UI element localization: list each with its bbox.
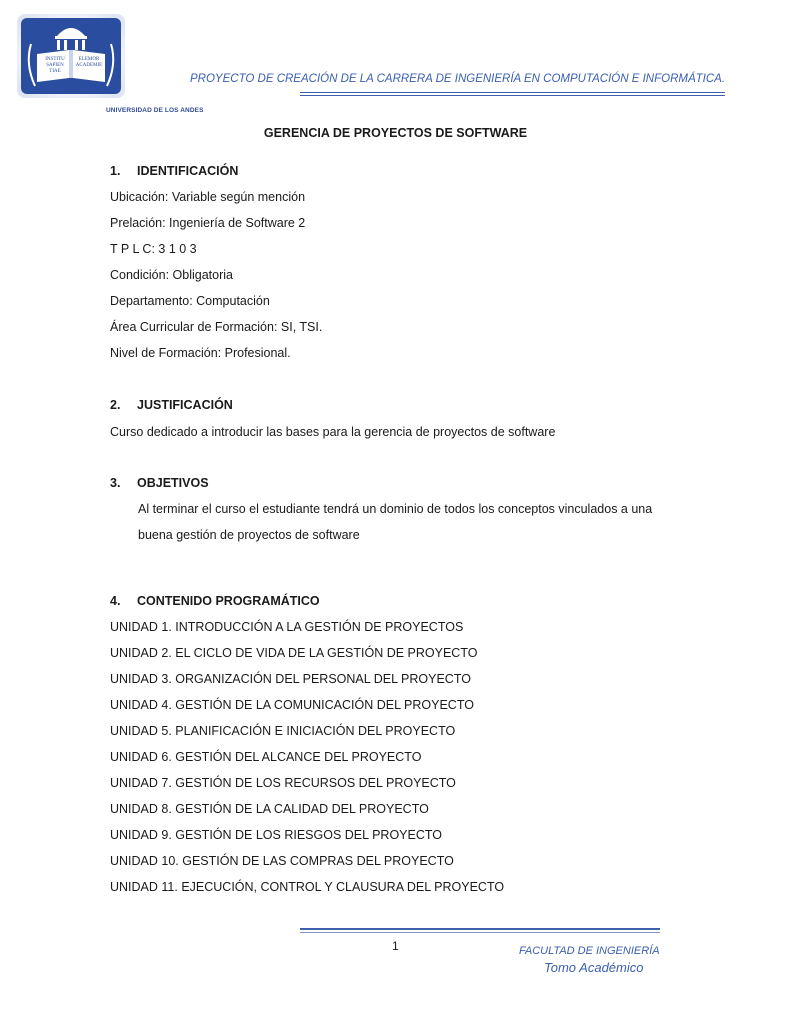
identificacion-area-curricular: Área Curricular de Formación: SI, TSI. xyxy=(110,320,323,334)
identificacion-nivel: Nivel de Formación: Profesional. xyxy=(110,346,291,360)
unit-item: UNIDAD 11. EJECUCIÓN, CONTROL Y CLAUSURA DEL PROYECTO xyxy=(110,880,505,894)
unit-item: UNIDAD 2. EL CICLO DE VIDA DE LA GESTIÓN DE PROYECTO xyxy=(110,646,478,660)
section-heading-identificacion xyxy=(110,164,238,178)
unit-item: UNIDAD 10. GESTIÓN DE LAS COMPRAS DEL PROYECTO xyxy=(110,854,454,868)
section-heading-text: OBJETIVOS xyxy=(137,476,209,490)
page-number: 1 xyxy=(392,939,399,953)
section-number: 1. xyxy=(110,164,121,178)
project-title: PROYECTO DE CREACIÓN DE LA CARRERA DE INGENIERÍA EN COMPUTACIÓN E INFORMÁTICA. xyxy=(190,73,726,85)
logo-motto-right: ELEMOR ACADEMIE xyxy=(75,57,103,68)
footer-divider xyxy=(300,928,660,934)
section-heading-contenido xyxy=(110,594,320,608)
section-heading-justificacion xyxy=(110,398,233,412)
identificacion-tplc: T P L C: 3 1 0 3 xyxy=(110,242,197,256)
identificacion-prelacion: Prelación: Ingeniería de Software 2 xyxy=(110,216,306,230)
identificacion-ubicacion: Ubicación: Variable según mención xyxy=(110,190,306,204)
justificacion-text: Curso dedicado a introducir las bases para la gerencia de proyectos de software xyxy=(110,425,556,439)
unit-item: UNIDAD 8. GESTIÓN DE LA CALIDAD DEL PROYECTO xyxy=(110,802,429,816)
university-name: UNIVERSIDAD DE LOS ANDES xyxy=(106,107,204,114)
unit-item: UNIDAD 3. ORGANIZACIÓN DEL PERSONAL DEL PROYECTO xyxy=(110,672,471,686)
identificacion-condicion: Condición: Obligatoria xyxy=(110,268,233,282)
university-seal-logo xyxy=(17,14,125,98)
logo-motto-left: INSTITU SAPIEN TIAE xyxy=(45,57,65,74)
publication-name: Tomo Académico xyxy=(544,960,644,975)
unit-item: UNIDAD 4. GESTIÓN DE LA COMUNICACIÓN DEL PROYECTO xyxy=(110,698,474,712)
section-number: 3. xyxy=(110,476,121,490)
header-divider xyxy=(300,92,725,96)
unit-item: UNIDAD 9. GESTIÓN DE LOS RIESGOS DEL PROYECTO xyxy=(110,828,443,842)
section-heading-text: JUSTIFICACIÓN xyxy=(137,398,233,412)
section-heading-text: IDENTIFICACIÓN xyxy=(137,164,239,178)
unit-item: UNIDAD 7. GESTIÓN DE LOS RECURSOS DEL PROYECTO xyxy=(110,776,456,790)
objetivos-line: buena gestión de proyectos de software xyxy=(138,528,360,542)
unit-item: UNIDAD 6. GESTIÓN DEL ALCANCE DEL PROYECTO xyxy=(110,750,422,764)
unit-item: UNIDAD 5. PLANIFICACIÓN E INICIACIÓN DEL PROYECTO xyxy=(110,724,456,738)
unit-item: UNIDAD 1. INTRODUCCIÓN A LA GESTIÓN DE PROYECTOS xyxy=(110,620,464,634)
section-heading-objetivos xyxy=(110,476,209,490)
faculty-name: FACULTAD DE INGENIERÍA xyxy=(519,945,660,957)
section-number: 4. xyxy=(110,594,121,608)
document-title: GERENCIA DE PROYECTOS DE SOFTWARE xyxy=(263,126,528,140)
section-heading-text: CONTENIDO PROGRAMÁTICO xyxy=(137,594,320,608)
section-number: 2. xyxy=(110,398,121,412)
objetivos-line: Al terminar el curso el estudiante tendrá un dominio de todos los conceptos vinculados a una xyxy=(138,502,653,516)
identificacion-departamento: Departamento: Computación xyxy=(110,294,270,308)
